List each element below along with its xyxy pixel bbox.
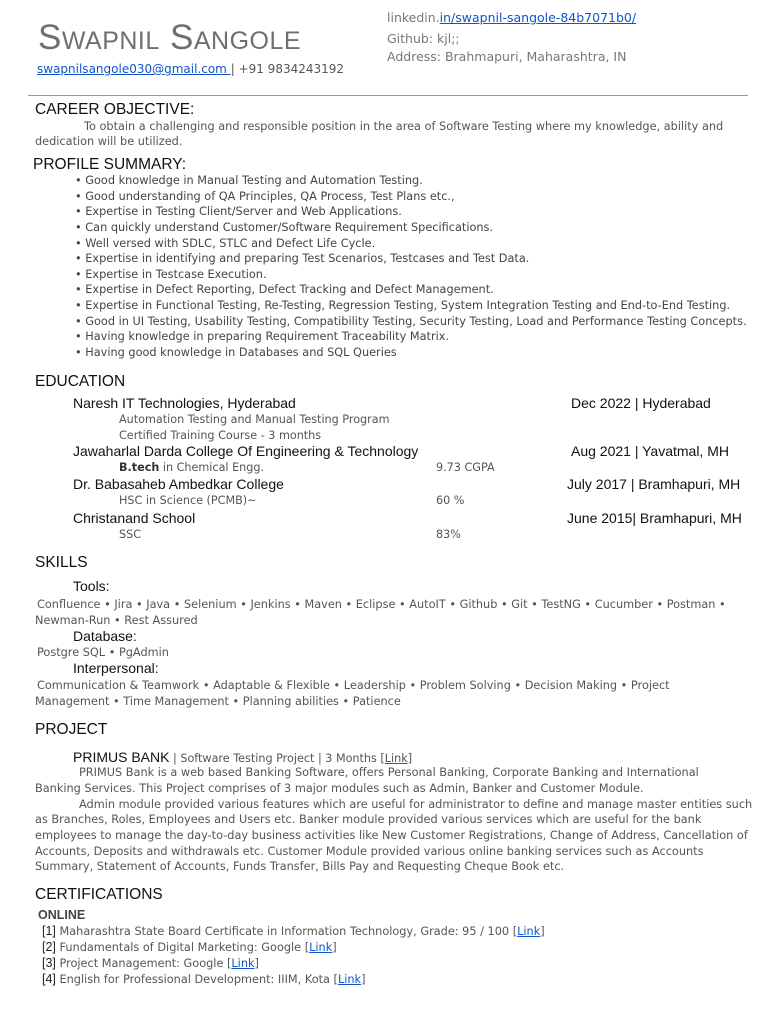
education-date: June 2015| Bramhapuri, MH xyxy=(567,510,742,526)
cert-text: Maharashtra State Board Certificate in Information Technology, Grade: 95 / 100 [ xyxy=(55,925,518,938)
database-label: Database: xyxy=(73,628,137,644)
tools-line: Newman-Run • Rest Assured xyxy=(35,614,198,627)
certification-item: [1] Maharashtra State Board Certificate in Information Technology, Grade: 95 / 100 [Link] xyxy=(42,924,545,938)
github-line: Github: kjl;; xyxy=(387,31,460,46)
interpersonal-line: Management • Time Management • Planning abilities • Patience xyxy=(35,695,401,708)
project-link[interactable]: Link xyxy=(384,752,408,765)
header-divider xyxy=(28,95,748,96)
project-description-line: Banking Services. This Project comprises of 3 major modules such as Admin, Banker and Customer Module. xyxy=(35,782,644,795)
career-objective-line: To obtain a challenging and responsible position in the area of Software Testing where my knowledge, ability and xyxy=(84,120,724,133)
linkedin-link[interactable]: in/swapnil-sangole-84b7071b0/ xyxy=(439,10,637,25)
contact-line xyxy=(37,62,344,76)
project-description-line: as Branches, Roles, Employees and Users etc. Banker module provided various services which are useful for the bank xyxy=(35,813,702,826)
cert-number: [2] xyxy=(42,940,56,954)
education-detail: Automation Testing and Manual Testing Program xyxy=(119,413,390,426)
linkedin-label: linkedin. xyxy=(387,10,440,25)
education-heading: EDUCATION xyxy=(35,373,126,390)
project-description-line: Admin module provided various features which are useful for administrator to define and manage master entities such xyxy=(79,798,753,811)
profile-summary-item: • Expertise in identifying and preparing Test Scenarios, Testcases and Test Data. xyxy=(75,252,530,265)
profile-summary-item: • Expertise in Testcase Execution. xyxy=(75,268,267,281)
education-institution: Dr. Babasaheb Ambedkar College xyxy=(73,476,284,492)
tools-label: Tools: xyxy=(73,578,110,594)
profile-summary-item: • Good understanding of QA Principles, QA Process, Test Plans etc., xyxy=(75,190,455,203)
career-objective-line: dedication will be utilized. xyxy=(35,135,183,148)
degree-rest: in Chemical Engg. xyxy=(159,461,265,474)
cert-text: Fundamentals of Digital Marketing: Google [ xyxy=(55,941,310,954)
education-score: 60 % xyxy=(436,494,465,507)
certification-item: [3] Project Management: Google [Link] xyxy=(42,956,259,970)
education-score: 9.73 CGPA xyxy=(436,461,495,474)
cert-number: [1] xyxy=(42,924,56,938)
cert-link[interactable]: Link xyxy=(337,973,362,986)
email-link[interactable]: swapnilsangole030@gmail.com xyxy=(37,62,231,76)
address-line: Address: Brahmapuri, Maharashtra, IN xyxy=(387,49,627,64)
project-description-line: Summary, Statement of Accounts, Funds Transfer, Bills Pay and Requesting Cheque Book etc. xyxy=(35,860,565,873)
cert-number: [4] xyxy=(42,972,56,986)
profile-summary-item: • Good in UI Testing, Usability Testing, Compatibility Testing, Security Testing, Load and Performance Testing Concepts. xyxy=(75,315,747,328)
education-score: 83% xyxy=(436,528,461,541)
project-description-line: PRIMUS Bank is a web based Banking Software, offers Personal Banking, Corporate Banking and International xyxy=(79,766,699,779)
education-detail: Certified Training Course - 3 months xyxy=(119,429,322,442)
profile-summary-item: • Can quickly understand Customer/Software Requirement Specifications. xyxy=(75,221,494,234)
certifications-heading: CERTIFICATIONS xyxy=(35,886,163,903)
project-description-line: Accounts, Deposits and withdrawals etc. Customer Module provided various online banking services such as Accounts xyxy=(35,845,704,858)
education-detail: SSC xyxy=(119,528,142,541)
cert-link[interactable]: Link xyxy=(309,941,333,954)
candidate-name: Swapnil Sangole xyxy=(38,18,302,57)
profile-summary-item: • Expertise in Testing Client/Server and Web Applications. xyxy=(75,205,402,218)
education-date: Dec 2022 | Hyderabad xyxy=(571,395,711,411)
phone-number: | +91 9834243192 xyxy=(230,62,345,76)
education-date: July 2017 | Bramhapuri, MH xyxy=(567,476,741,492)
profile-summary-heading: PROFILE SUMMARY: xyxy=(33,156,187,173)
project-title: PRIMUS BANK xyxy=(73,749,170,765)
cert-number: [3] xyxy=(42,956,56,970)
profile-summary-item: • Having good knowledge in Databases and SQL Queries xyxy=(75,346,397,359)
cert-link[interactable]: Link xyxy=(517,925,541,938)
project-title-line xyxy=(73,747,412,766)
interpersonal-label: Interpersonal: xyxy=(73,660,159,676)
linkedin-line xyxy=(387,10,636,25)
cert-link[interactable]: Link xyxy=(231,957,255,970)
profile-summary-item: • Expertise in Functional Testing, Re-Testing, Regression Testing, System Integration Testing and End-to-End Testing. xyxy=(75,299,731,312)
profile-summary-item: • Well versed with SDLC, STLC and Defect Life Cycle. xyxy=(75,237,376,250)
project-heading: PROJECT xyxy=(35,721,108,738)
education-institution: Christanand School xyxy=(73,510,196,526)
project-meta: | Software Testing Project | 3 Months [ xyxy=(169,752,385,765)
project-description-line: employees to manage the day-to-day business activities like New Customer Registrations, Change of Address, Cancellation of xyxy=(35,829,748,842)
education-institution: Jawaharlal Darda College Of Engineering & Technology xyxy=(73,443,419,459)
skills-heading: SKILLS xyxy=(35,554,88,571)
database-line: Postgre SQL • PgAdmin xyxy=(37,646,169,659)
certification-item: [4] English for Professional Development: IIIM, Kota [Link] xyxy=(42,972,366,986)
degree-bold: B.tech xyxy=(119,461,160,474)
cert-text: English for Professional Development: IIIM, Kota [ xyxy=(55,973,338,986)
tools-line: Confluence • Jira • Java • Selenium • Jenkins • Maven • Eclipse • AutoIT • Github • Git • TestNG • Cucumber • Postman • xyxy=(37,598,726,611)
career-objective-heading: CAREER OBJECTIVE: xyxy=(35,101,195,118)
education-detail: HSC in Science (PCMB)~ xyxy=(119,494,257,507)
profile-summary-item: • Having knowledge in preparing Requirement Traceability Matrix. xyxy=(75,330,450,343)
project-link-close: ] xyxy=(407,752,413,765)
profile-summary-item: • Expertise in Defect Reporting, Defect Tracking and Defect Management. xyxy=(75,283,494,296)
education-date: Aug 2021 | Yavatmal, MH xyxy=(571,443,729,459)
profile-summary-item: • Good knowledge in Manual Testing and Automation Testing. xyxy=(75,174,423,187)
cert-text: Project Management: Google [ xyxy=(55,957,232,970)
education-institution: Naresh IT Technologies, Hyderabad xyxy=(73,395,296,411)
education-detail xyxy=(119,461,264,474)
certifications-subheading: ONLINE xyxy=(38,908,86,922)
interpersonal-line: Communication & Teamwork • Adaptable & Flexible • Leadership • Problem Solving • Decision Making • Project xyxy=(37,679,670,692)
certification-item: [2] Fundamentals of Digital Marketing: Google [Link] xyxy=(42,940,337,954)
